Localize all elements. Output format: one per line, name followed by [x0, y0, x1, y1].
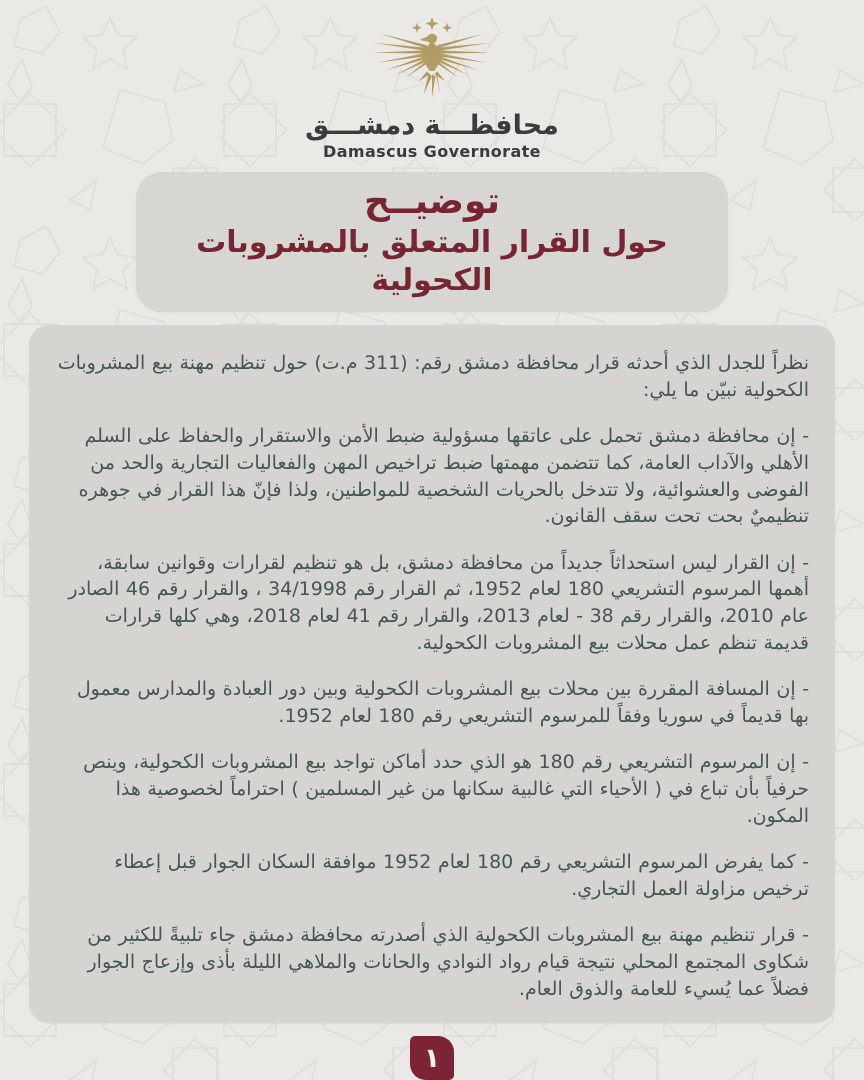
statement-paragraph: - قرار تنظيم مهنة بيع المشروبات الكحولية الذي أصدرته محافظة دمشق جاء تلبيةً للكثير من شكاوى المجتمع المحلي نتيجة قيام رواد النوادي والحانات والملاهي الليلة بأذى وإزعاج الجوار فضلاً عما يُسيء للعامة والذوق العام. — [87, 924, 809, 1000]
golden-eagle-emblem-icon — [364, 16, 500, 108]
page-number: ١ — [423, 1042, 441, 1074]
banner-title: توضيــح — [363, 181, 501, 223]
page-number-badge — [410, 1036, 454, 1080]
footer — [410, 1023, 454, 1080]
statement-paragraph: - كما يفرض المرسوم التشريعي رقم 180 لعام 1952 موافقة السكان الجوار قبل إعطاء ترخيص مزاولة العمل التجاري. — [114, 851, 809, 900]
statement-paragraph: - إن المرسوم التشريعي رقم 180 هو الذي حدد أماكن تواجد بيع المشروبات الكحولية، وينص حرفياً بأن تباع في ( الأحياء التي غالبية سكانها من غير المسلمين ) احتراماً لخصوصية هذا المكون. — [83, 751, 809, 827]
org-name-arabic: محافظـــة دمشـــق — [305, 110, 559, 141]
intro-paragraph: نظراً للجدل الذي أحدثه قرار محافظة دمشق رقم: (311 م.ت) حول تنظيم مهنة بيع المشروبات الكحولية نبيّن ما يلي: — [57, 352, 809, 401]
statement-paragraph: - إن القرار ليس استحداثاً جديداً من محافظة دمشق، بل هو تنظيم لقرارات وقوانين سابقة، أهمها المرسوم التشريعي 180 لعام 1952، ثم القرار رقم 34/1998 ، والقرار رقم 46 الصادر عام 2010، والقرار رقم 38 - لعام 2013، والقرار رقم 41 لعام 2018، وهي كلها قرارات قديمة تنظم عمل محلات بيع المشروبات الكحولية. — [68, 551, 809, 654]
banner-subtitle: حول القرار المتعلق بالمشروبات الكحولية — [196, 225, 668, 298]
three-stars-icon — [412, 17, 452, 33]
statement-paragraph: - إن محافظة دمشق تحمل على عاتقها مسؤولية ضبط الأمن والاستقرار والحفاظ على السلم الأهلي والآداب العامة، كما تتضمن مهمتها ضبط تراخيص المهن والفعاليات التجارية والحد من الفوضى والعشوائية، ولا تتدخل بالحريات الشخصية للمواطنين، ولذا فإنّ هذا القرار في جوهره تنظيميٌ بحت تحت سقف القانون. — [78, 425, 809, 528]
header — [305, 16, 559, 161]
title-banner — [136, 172, 728, 312]
org-name-english: Damascus Governorate — [323, 142, 541, 162]
statement-card — [29, 325, 835, 1023]
statement-paragraph: - إن المسافة المقررة بين محلات بيع المشروبات الكحولية وبين دور العبادة والمدارس معمول بها قديماً في سوريا وفقاً للمرسوم التشريعي رقم 180 لعام 1952. — [76, 678, 809, 727]
